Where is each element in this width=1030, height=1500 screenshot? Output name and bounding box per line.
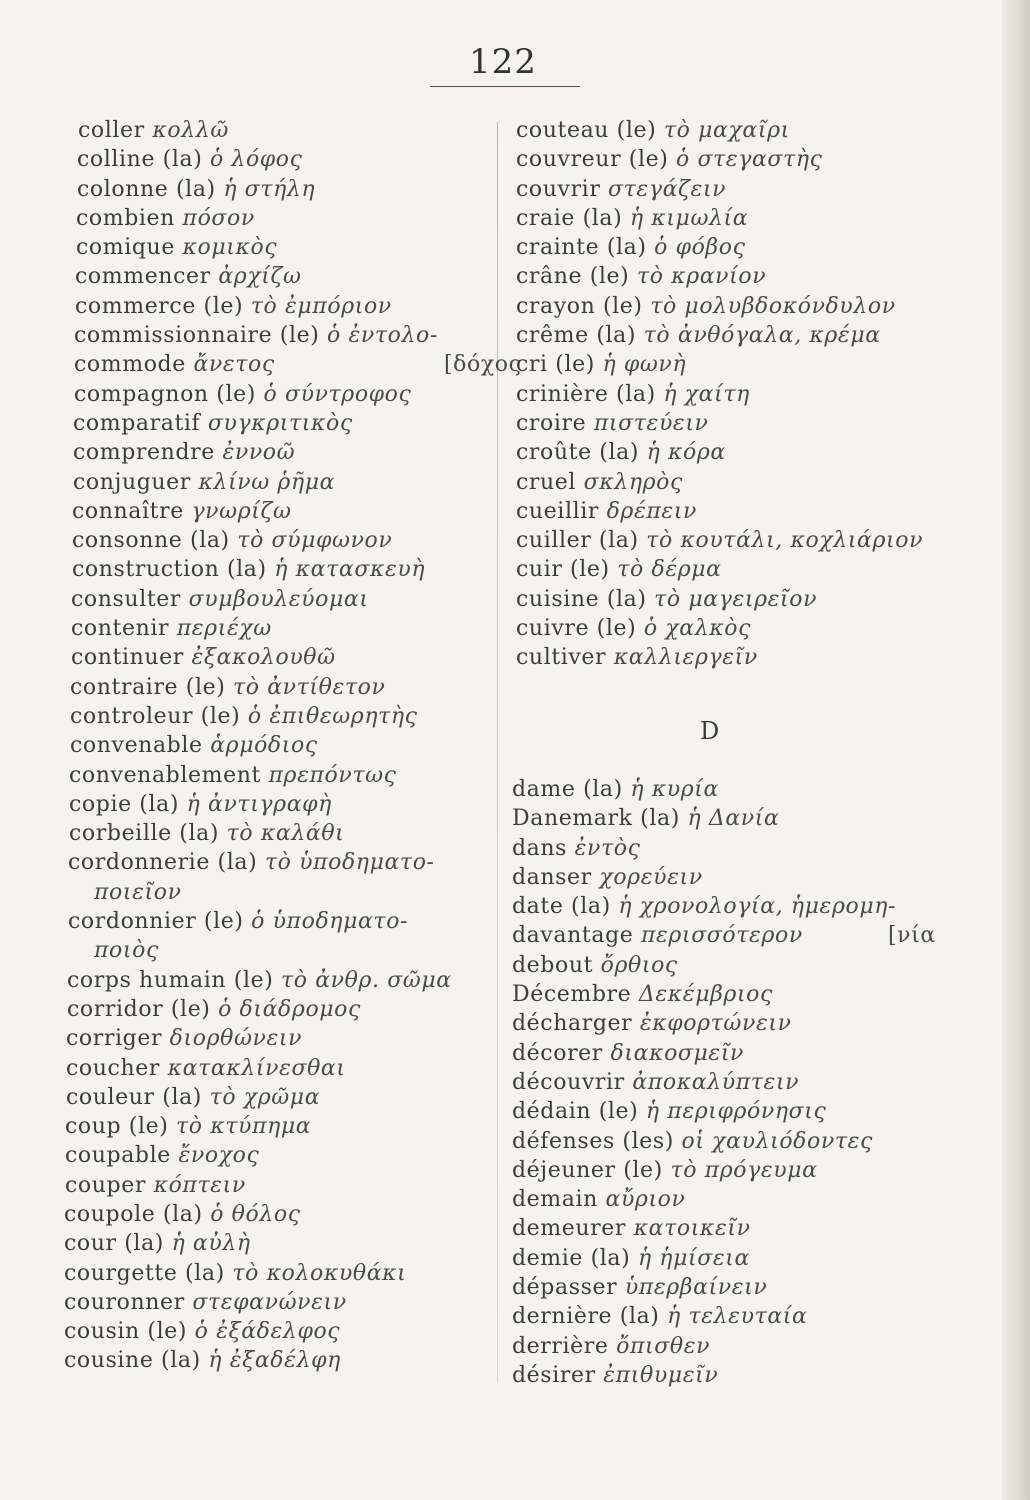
dictionary-entry xyxy=(64,438,494,467)
entry-headword: Danemark (la) xyxy=(512,806,680,832)
entry-translation: ὁ θόλος xyxy=(210,1201,301,1227)
entry-headword: comparatif xyxy=(73,410,201,436)
entry-headword: décorer xyxy=(512,1040,603,1066)
dictionary-entry xyxy=(508,262,938,291)
entry-translation: ἡ φωνὴ xyxy=(602,352,687,378)
entry-translation: τὸ κτύπημα xyxy=(176,1114,312,1140)
entry-headword: crainte (la) xyxy=(516,235,647,261)
entry-headword: crâne (le) xyxy=(516,264,630,290)
entry-translation: τὸ δέρμα xyxy=(617,557,722,583)
entry-translation: ἄνετος xyxy=(193,352,275,378)
dictionary-entry xyxy=(64,731,494,760)
dictionary-entry xyxy=(508,321,938,350)
dictionary-entry xyxy=(64,585,494,614)
entry-translation: ὁ σύντροφος xyxy=(263,381,412,407)
dictionary-entry xyxy=(508,1068,938,1097)
dictionary-entry xyxy=(64,995,494,1024)
dictionary-entry xyxy=(508,526,938,555)
dictionary-entry xyxy=(64,1024,494,1053)
entry-translation: ἡ κυρία xyxy=(630,777,719,802)
entry-translation: τὸ κολοκυθάκι xyxy=(232,1260,407,1286)
dictionary-entry xyxy=(64,350,522,379)
dictionary-entry xyxy=(508,804,938,833)
dictionary-entry xyxy=(508,438,938,467)
entry-headword: commencer xyxy=(75,264,211,290)
entry-translation: κλίνω ῥῆμα xyxy=(198,469,336,495)
entry-headword: crayon (le) xyxy=(516,293,643,319)
entry-translation: σκληρὸς xyxy=(583,469,683,495)
dictionary-entry xyxy=(508,775,938,804)
entry-translation: ὁ φόβος xyxy=(654,235,746,261)
dictionary-entry xyxy=(64,936,494,965)
entry-translation: ποιεῖον xyxy=(94,879,182,905)
entry-headword: croire xyxy=(516,410,587,436)
dictionary-entry xyxy=(64,380,494,409)
dictionary-entry xyxy=(508,1332,938,1361)
entry-translation: ἐπιθυμεῖν xyxy=(603,1362,719,1388)
entry-headword: comique xyxy=(76,235,175,261)
dictionary-entry xyxy=(508,980,938,1009)
dictionary-entry xyxy=(508,350,938,379)
dictionary-entry xyxy=(508,204,938,233)
entry-headword: debout xyxy=(512,952,594,978)
entry-headword: derrière xyxy=(512,1333,609,1359)
dictionary-entry xyxy=(64,204,494,233)
dictionary-entry xyxy=(508,1185,938,1214)
entry-headword: copie (la) xyxy=(69,791,180,817)
dictionary-entry xyxy=(64,145,494,174)
entry-headword: cordonnier (le) xyxy=(68,909,244,935)
dictionary-entry xyxy=(508,863,938,892)
entry-translation: αὔριον xyxy=(605,1187,686,1213)
entry-translation: ποιὸς xyxy=(94,938,159,964)
entry-headword: cordonnerie (la) xyxy=(68,850,258,876)
entry-headword: connaître xyxy=(72,498,184,524)
entry-translation: γνωρίζω xyxy=(191,498,292,524)
dictionary-entry xyxy=(64,673,494,702)
entry-headword: comprendre xyxy=(73,440,215,466)
dictionary-entry xyxy=(64,1259,494,1288)
dictionary-entry xyxy=(508,380,938,409)
entry-translation: ὄρθιος xyxy=(600,952,678,978)
page-number: 122 xyxy=(469,42,537,82)
dictionary-entry xyxy=(508,643,938,672)
entry-translation: ἡ περιφρόνησις xyxy=(645,1099,827,1125)
entry-translation: τὸ ἀνθόγαλα, κρέμα xyxy=(643,323,881,349)
entry-headword: contraire (le) xyxy=(70,674,226,700)
entry-headword: dame (la) xyxy=(512,777,623,802)
entry-headword: coup (le) xyxy=(65,1114,169,1140)
entry-headword: continuer xyxy=(71,645,184,671)
entry-headword: convenable xyxy=(70,733,203,759)
entry-translation: διακοσμεῖν xyxy=(610,1040,745,1066)
entry-translation: ἀποκαλύπτειν xyxy=(632,1069,800,1095)
entry-headword: corps humain (le) xyxy=(67,967,274,993)
dictionary-entry xyxy=(508,1009,938,1038)
dictionary-entry xyxy=(64,175,494,204)
entry-translation: κολλῶ xyxy=(152,118,229,143)
entry-translation: τὸ ὑποδηματο- xyxy=(264,850,435,876)
dictionary-entry xyxy=(508,1244,938,1273)
dictionary-entry xyxy=(64,1083,494,1112)
dictionary-entry xyxy=(508,468,938,497)
entry-headword: cuiller (la) xyxy=(516,528,639,554)
dictionary-entry xyxy=(64,643,494,672)
entry-headword: désirer xyxy=(512,1362,596,1388)
page-edge-shadow xyxy=(1002,0,1030,1500)
dictionary-entry xyxy=(508,497,938,526)
entry-translation: πρεπόντως xyxy=(268,762,397,788)
dictionary-entry xyxy=(64,761,494,790)
entry-headword: cruel xyxy=(516,469,577,495)
entry-headword: croûte (la) xyxy=(516,440,640,466)
dictionary-entry xyxy=(64,966,494,995)
right-column-d-entries xyxy=(508,775,938,1390)
dictionary-entry xyxy=(508,1156,938,1185)
entry-headword: date (la) xyxy=(512,894,611,920)
dictionary-entry xyxy=(508,585,938,614)
entry-headword: défenses (les) xyxy=(512,1128,674,1154)
dictionary-entry xyxy=(508,116,938,145)
entry-headword: cultiver xyxy=(516,645,607,671)
entry-translation: ἡ χρονολογία, ἡμερομη- xyxy=(618,894,897,920)
dictionary-entry xyxy=(64,468,494,497)
entry-translation: ἡ τελευταία xyxy=(667,1304,808,1330)
dictionary-entry xyxy=(64,848,494,877)
entry-translation: δρέπειν xyxy=(606,498,698,524)
entry-translation: συγκριτικὸς xyxy=(207,410,353,436)
entry-headword: découvrir xyxy=(512,1069,625,1095)
dictionary-entry xyxy=(64,555,494,584)
dictionary-entry xyxy=(64,1229,494,1258)
dictionary-entry xyxy=(64,526,494,555)
entry-headword: corridor (le) xyxy=(67,996,211,1022)
dictionary-entry xyxy=(508,1039,938,1068)
entry-translation: κατοικεῖν xyxy=(633,1216,751,1242)
entry-translation: πιστεύειν xyxy=(593,410,709,436)
entry-translation: τὸ ἀντίθετον xyxy=(233,674,386,700)
entry-translation: ἐκφορτώνειν xyxy=(639,1011,792,1037)
entry-translation: ὁ στεγαστὴς xyxy=(676,147,823,173)
entry-headword: dernière (la) xyxy=(512,1304,660,1330)
entry-headword: couteau (le) xyxy=(516,118,657,143)
dictionary-entry xyxy=(64,1346,494,1375)
entry-translation: ἀρχίζω xyxy=(218,264,302,290)
dictionary-entry xyxy=(508,614,938,643)
entry-headword: déjeuner (le) xyxy=(512,1157,663,1183)
entry-translation: ὁ ἐξάδελφος xyxy=(194,1319,341,1345)
entry-translation: τὸ σύμφωνον xyxy=(237,528,393,554)
dictionary-entry xyxy=(64,497,494,526)
dictionary-entry xyxy=(64,233,494,262)
dictionary-entry xyxy=(64,1112,494,1141)
entry-headword: contenir xyxy=(71,616,170,642)
dictionary-entry xyxy=(64,614,494,643)
entry-headword: dédain (le) xyxy=(512,1099,639,1125)
entry-translation: ἐντὸς xyxy=(574,835,641,861)
entry-headword: cuir (le) xyxy=(516,557,610,583)
entry-translation: ὁ διάδρομος xyxy=(218,996,361,1022)
entry-headword: courgette (la) xyxy=(64,1260,225,1286)
entry-headword: commode xyxy=(74,352,186,378)
entry-headword: cousin (le) xyxy=(64,1319,188,1345)
entry-headword: compagnon (le) xyxy=(74,381,256,407)
entry-translation: ἁρμόδιος xyxy=(210,733,318,759)
entry-headword: cour (la) xyxy=(64,1231,164,1257)
entry-translation: τὸ πρόγευμα xyxy=(670,1157,818,1183)
entry-translation: περισσότερον xyxy=(640,923,803,949)
entry-headword: convenablement xyxy=(69,762,261,788)
entry-headword: conjuguer xyxy=(73,469,191,495)
entry-headword: décharger xyxy=(512,1011,633,1037)
dictionary-entry xyxy=(64,262,494,291)
dictionary-entry xyxy=(508,1127,938,1156)
entry-translation: ἡ κιμωλία xyxy=(629,205,749,231)
dictionary-entry xyxy=(508,951,938,980)
entry-translation: οἱ χαυλιόδοντες xyxy=(681,1128,873,1154)
entry-translation: ὁ ὑποδηματο- xyxy=(251,909,409,935)
entry-translation: τὸ μαχαῖρι xyxy=(663,118,790,143)
entry-translation: ἡ ἡμίσεια xyxy=(637,1245,750,1271)
entry-translation: ἡ αὐλὴ xyxy=(171,1231,251,1257)
entry-translation: στεγάζειν xyxy=(608,176,727,202)
dictionary-entry xyxy=(64,878,494,907)
entry-headword: coupable xyxy=(65,1143,171,1169)
entry-translation: τὸ κρανίον xyxy=(636,264,767,290)
entry-translation: ἐννοῶ xyxy=(222,440,296,466)
entry-headword: demeurer xyxy=(512,1216,627,1242)
entry-headword: dans xyxy=(512,835,568,861)
dictionary-entry xyxy=(64,116,494,145)
entry-translation: ὁ λόφος xyxy=(209,147,303,173)
dictionary-entry xyxy=(64,1141,494,1170)
entry-translation: κατακλίνεσθαι xyxy=(167,1055,346,1081)
dictionary-entry xyxy=(64,1200,494,1229)
dictionary-entry xyxy=(64,1317,494,1346)
entry-translation: ὄπισθεν xyxy=(616,1333,711,1359)
dictionary-entry xyxy=(508,921,938,950)
entry-headword: construction (la) xyxy=(72,557,267,583)
entry-headword: colline (la) xyxy=(77,147,203,173)
entry-translation: ἐξακολουθῶ xyxy=(191,645,336,671)
entry-translation: συμβουλεύομαι xyxy=(188,586,369,612)
entry-translation: τὸ μολυβδοκόνδυλον xyxy=(650,293,896,319)
entry-headword: corriger xyxy=(66,1026,163,1052)
dictionary-entry xyxy=(64,819,494,848)
entry-headword: corbeille (la) xyxy=(69,821,220,847)
entry-translation: τὸ ἀνθρ. σῶμα xyxy=(280,967,452,993)
entry-headword: davantage xyxy=(512,923,634,949)
entry-translation: κόπτειν xyxy=(153,1172,246,1198)
entry-headword: couleur (la) xyxy=(66,1084,202,1110)
entry-translation: καλλιεργεῖν xyxy=(613,645,758,671)
dictionary-entry xyxy=(508,834,938,863)
dictionary-entry xyxy=(64,1054,494,1083)
entry-translation: ἡ ἐξαδέλφη xyxy=(208,1348,341,1374)
entry-headword: Décembre xyxy=(512,982,632,1008)
dictionary-entry xyxy=(64,292,494,321)
entry-headword: crême (la) xyxy=(516,323,637,349)
dictionary-entry xyxy=(508,175,938,204)
entry-headword: craie (la) xyxy=(516,205,623,231)
entry-translation: ἡ Δανία xyxy=(687,806,780,832)
dictionary-entry xyxy=(508,892,938,921)
dictionary-entry xyxy=(508,1273,938,1302)
entry-headword: consonne (la) xyxy=(72,528,230,554)
left-column xyxy=(64,116,522,1376)
entry-translation: ἡ ἀντιγραφὴ xyxy=(186,791,332,817)
entry-translation: τὸ ἐμπόριον xyxy=(250,293,392,319)
entry-translation: τὸ καλάθι xyxy=(226,821,345,847)
entry-translation: περιέχω xyxy=(176,616,272,642)
entry-headword: cousine (la) xyxy=(64,1348,201,1374)
entry-translation: χορεύειν xyxy=(599,864,703,890)
entry-translation: πόσον xyxy=(182,205,255,231)
page-number-rule xyxy=(430,86,580,87)
dictionary-entry xyxy=(508,1097,938,1126)
entry-headword: coupole (la) xyxy=(64,1201,203,1227)
entry-headword: crinière (la) xyxy=(516,381,656,407)
entry-translation: ἡ χαίτη xyxy=(663,381,750,407)
right-column-c-entries xyxy=(508,116,938,673)
entry-headword: controleur (le) xyxy=(70,703,241,729)
entry-translation: στεφανώνειν xyxy=(192,1289,347,1315)
entry-headword: cueillir xyxy=(516,498,599,524)
entry-headword: couvrir xyxy=(516,176,601,202)
entry-headword: cri (le) xyxy=(516,352,595,378)
entry-translation: ἡ στήλη xyxy=(223,176,316,202)
entry-translation: τὸ μαγειρεῖον xyxy=(654,586,818,612)
entry-headword: coller xyxy=(78,118,145,143)
dictionary-entry xyxy=(508,1302,938,1331)
entry-headword: demain xyxy=(512,1187,598,1213)
entry-translation: ἡ κόρα xyxy=(646,440,726,466)
dictionary-entry xyxy=(508,555,938,584)
dictionary-entry xyxy=(508,292,938,321)
entry-headword: couronner xyxy=(64,1289,185,1315)
entry-headword: couper xyxy=(65,1172,146,1198)
entry-translation: ὁ ἐπιθεωρητὴς xyxy=(247,703,418,729)
entry-translation: ἔνοχος xyxy=(178,1143,260,1169)
entry-headword: colonne (la) xyxy=(77,176,216,202)
dictionary-entry xyxy=(508,1361,938,1390)
dictionary-entry xyxy=(508,1214,938,1243)
entry-translation: ὑπερβαίνειν xyxy=(624,1275,768,1301)
section-letter: D xyxy=(700,717,720,745)
entry-headword: dépasser xyxy=(512,1275,618,1301)
entry-translation: ἡ κατασκευὴ xyxy=(274,557,426,583)
entry-headword: combien xyxy=(76,205,175,231)
dictionary-entry xyxy=(64,907,494,936)
dictionary-entry xyxy=(64,702,494,731)
entry-headword: commerce (le) xyxy=(75,293,244,319)
entry-translation: ὁ ἐντολο- xyxy=(327,323,438,349)
dictionary-entry xyxy=(64,1288,494,1317)
entry-translation: Δεκέμβριος xyxy=(638,982,773,1008)
entry-translation: διορθώνειν xyxy=(169,1026,303,1052)
entry-continuation-note: [δόχος xyxy=(444,352,522,378)
column-divider xyxy=(497,122,498,1382)
dictionary-entry xyxy=(508,233,938,262)
entry-translation: τὸ χρῶμα xyxy=(209,1084,321,1110)
entry-translation: τὸ κουτάλι, κοχλιάριον xyxy=(646,528,924,554)
entry-headword: cuivre (le) xyxy=(516,616,637,642)
dictionary-entry xyxy=(508,145,938,174)
dictionary-entry xyxy=(508,409,938,438)
entry-headword: coucher xyxy=(66,1055,160,1081)
entry-headword: cuisine (la) xyxy=(516,586,647,612)
entry-headword: consulter xyxy=(71,586,182,612)
entry-translation: ὁ χαλκὸς xyxy=(643,616,752,642)
dictionary-entry xyxy=(64,409,494,438)
entry-headword: commissionnaire (le) xyxy=(74,323,320,349)
dictionary-entry xyxy=(64,1171,494,1200)
entry-headword: couvreur (le) xyxy=(516,147,669,173)
entry-continuation-note: [νία xyxy=(888,923,936,949)
entry-translation: κομικὸς xyxy=(182,235,278,261)
entry-headword: demie (la) xyxy=(512,1245,631,1271)
dictionary-entry xyxy=(64,321,494,350)
entry-headword: danser xyxy=(512,864,592,890)
dictionary-entry xyxy=(64,790,494,819)
